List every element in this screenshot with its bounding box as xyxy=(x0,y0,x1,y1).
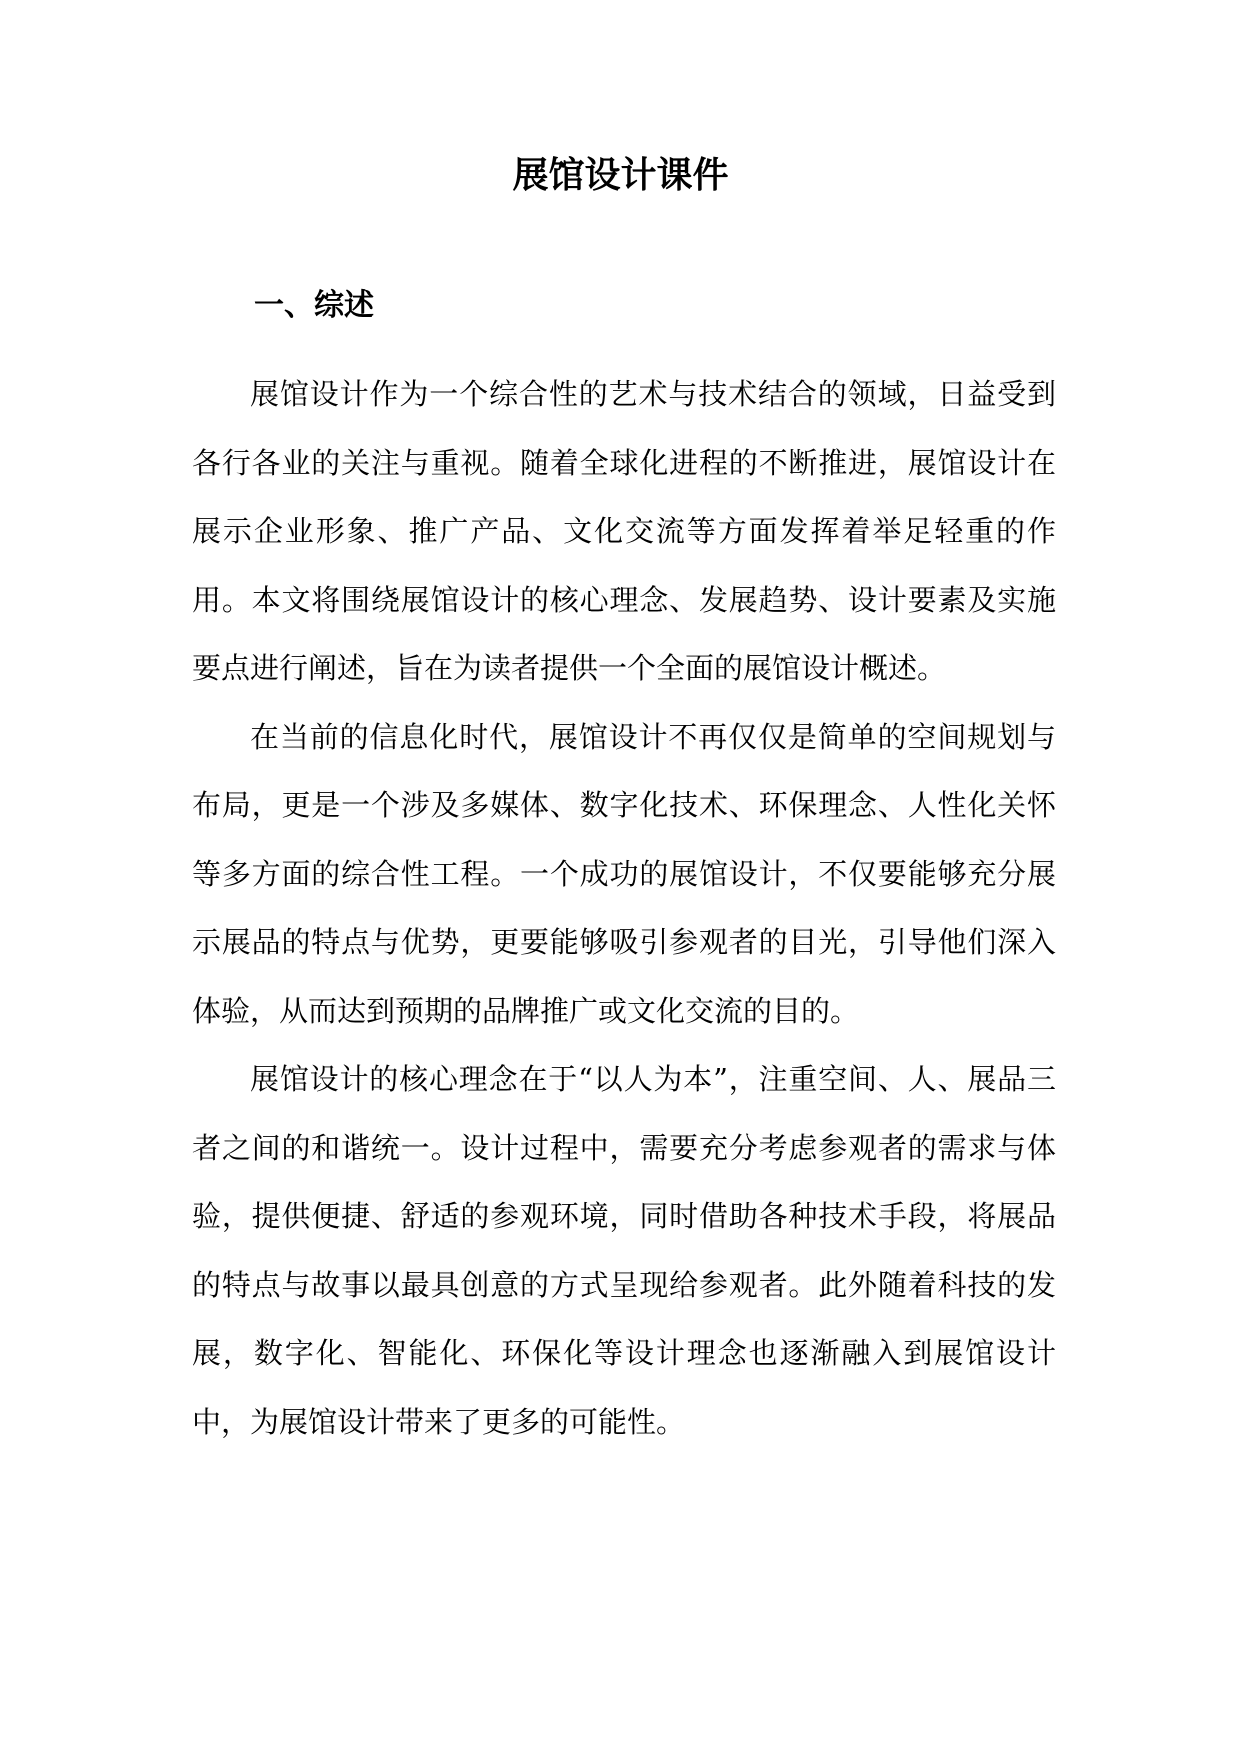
document-body xyxy=(192,360,1056,1456)
paragraph-2: 在当前的信息化时代，展馆设计不再仅仅是简单的空间规划与布局，更是一个涉及多媒体、数字化技术、环保理念、人性化关怀等多方面的综合性工程。一个成功的展馆设计，不仅要能够充分展示展品的特点与优势，更要能够吸引参观者的目光，引导他们深入体验，从而达到预期的品牌推广或文化交流的目的。 xyxy=(192,719,1056,1028)
paragraph-1: 展馆设计作为一个综合性的艺术与技术结合的领域，日益受到各行各业的关注与重视。随着全球化进程的不断推进，展馆设计在展示企业形象、推广产品、文化交流等方面发挥着举足轻重的作用。本文将围绕展馆设计的核心理念、发展趋势、设计要素及实施要点进行阐述，旨在为读者提供一个全面的展馆设计概述。 xyxy=(192,377,1056,685)
document-title: 展馆设计课件 xyxy=(512,155,729,196)
paragraph-3: 展馆设计的核心理念在于“以人为本”，注重空间、人、展品三者之间的和谐统一。设计过程中，需要充分考虑参观者的需求与体验，提供便捷、舒适的参观环境，同时借助各种技术手段，将展品的特点与故事以最具创意的方式呈现给参观者。此外随着科技的发展，数字化、智能化、环保化等设计理念也逐渐融入到展馆设计中，为展馆设计带来了更多的可能性。 xyxy=(192,1062,1056,1439)
section-heading: 一、综述 xyxy=(254,288,374,323)
